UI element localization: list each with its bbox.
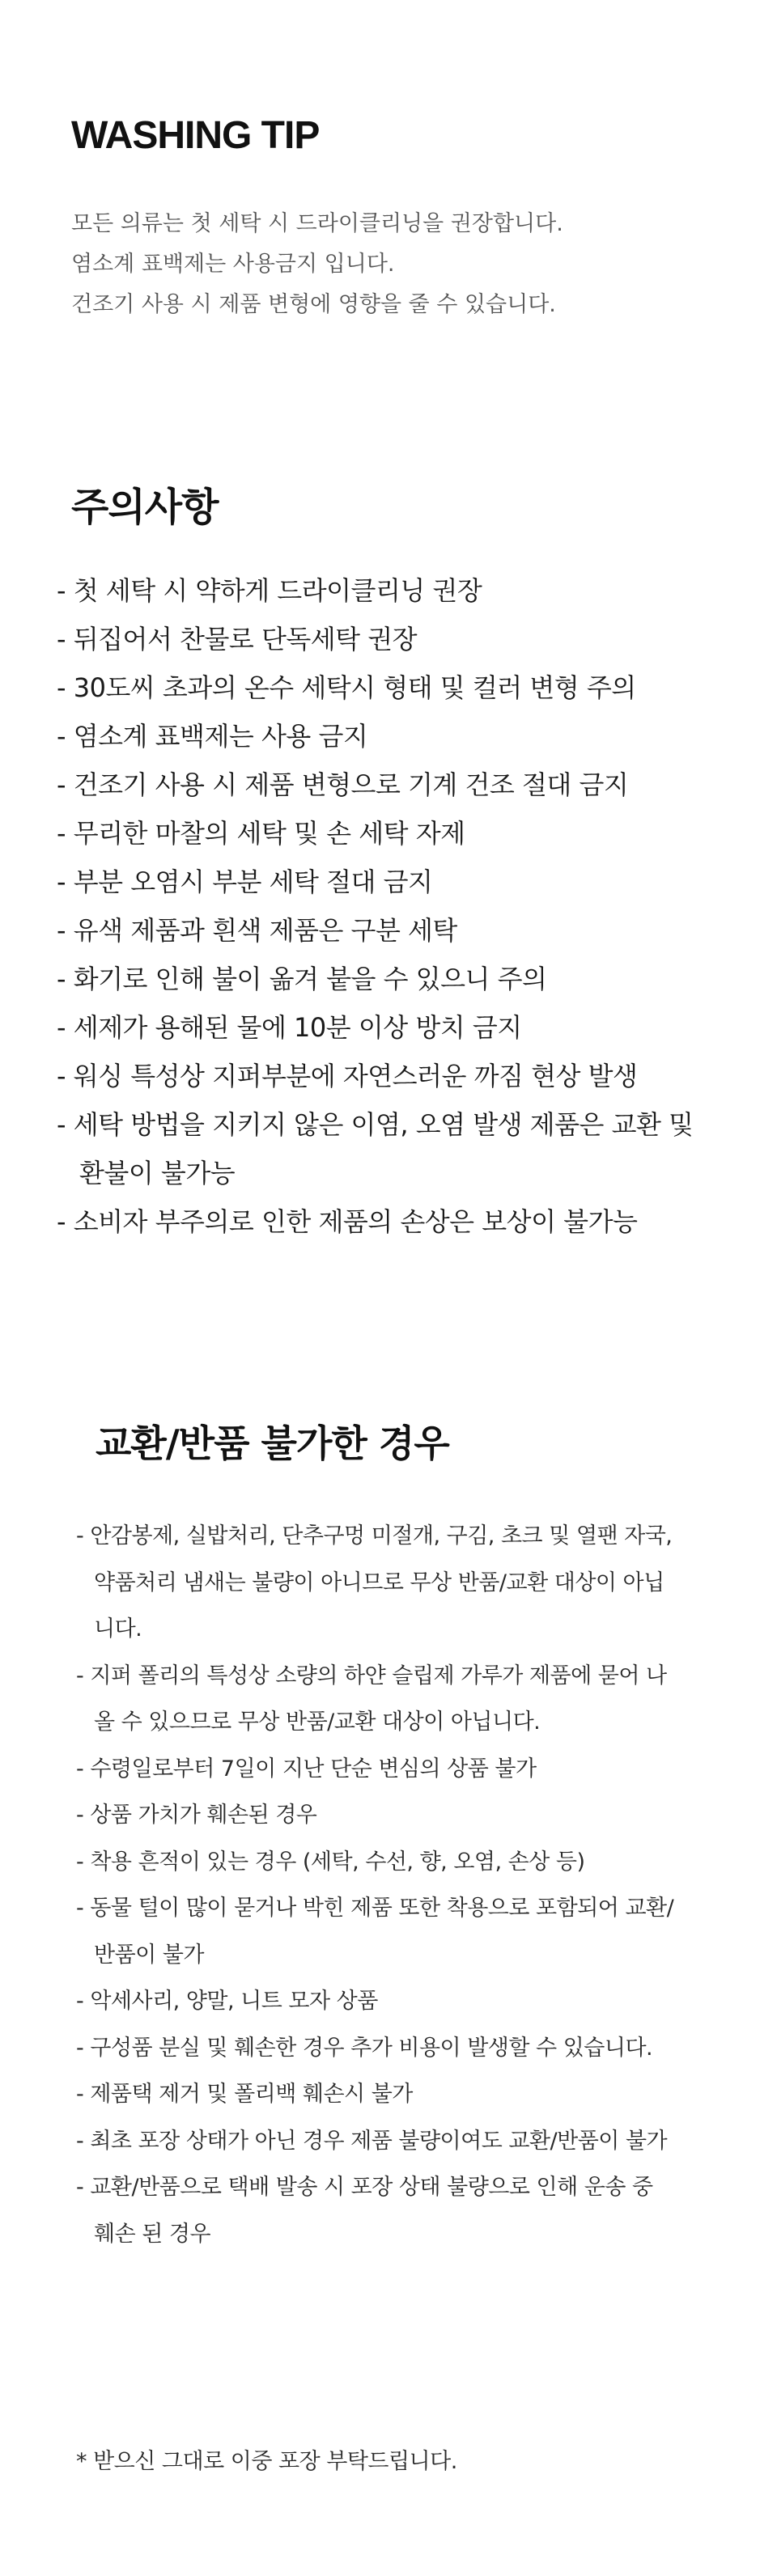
exchange-item: - 제품택 제거 및 폴리백 훼손시 불가	[76, 2082, 413, 2107]
caution-item: - 워싱 특성상 지퍼부분에 자연스러운 까짐 현상 발생	[57, 1061, 638, 1091]
washing-tip-title: WASHING TIP	[71, 114, 320, 157]
exchange-item: - 동물 털이 많이 묻거나 박힌 제품 또한 착용으로 포함되어 교환/반품이 불가	[76, 1896, 674, 1968]
caution-item: - 염소계 표백제는 사용 금지	[57, 721, 368, 752]
caution-item: - 소비자 부주의로 인한 제품의 손상은 보상이 불가능	[57, 1206, 638, 1237]
exchange-item: - 착용 흔적이 있는 경우 (세탁, 수선, 향, 오염, 손상 등)	[76, 1849, 585, 1875]
exchange-title: 교환/반품 불가한 경우	[96, 1421, 449, 1465]
caution-item: - 뒤집어서 찬물로 단독세탁 권장	[57, 624, 418, 655]
washing-tip-line: 모든 의류는 첫 세탁 시 드라이클리닝을 권장합니다.	[71, 211, 563, 236]
caution-title: 주의사항	[71, 485, 219, 530]
exchange-item: - 구성품 분실 및 훼손한 경우 추가 비용이 발생할 수 있습니다.	[76, 2035, 653, 2061]
washing-tip-line: 염소계 표백제는 사용금지 입니다.	[71, 252, 395, 277]
exchange-list	[76, 1513, 675, 2257]
washing-tip-line: 건조기 사용 시 제품 변형에 영향을 줄 수 있습니다.	[71, 292, 556, 317]
exchange-item: - 지퍼 폴리의 특성상 소량의 하얀 슬립제 가루가 제품에 묻어 나올 수 있으므로 무상 반품/교환 대상이 아닙니다.	[76, 1663, 667, 1735]
caution-item: - 무리한 마찰의 세탁 및 손 세탁 자제	[57, 818, 465, 849]
exchange-item: - 교환/반품으로 택배 발송 시 포장 상태 불량으로 인해 운송 중 훼손 된 경우	[76, 2175, 653, 2247]
caution-item: - 건조기 사용 시 제품 변형으로 기계 건조 절대 금지	[57, 769, 629, 800]
exchange-item: - 상품 가치가 훼손된 경우	[76, 1803, 317, 1828]
caution-item: - 첫 세탁 시 약하게 드라이클리닝 권장	[57, 575, 482, 606]
caution-item: - 화기로 인해 불이 옮겨 붙을 수 있으니 주의	[57, 964, 547, 994]
caution-item: - 30도씨 초과의 온수 세탁시 형태 및 컬러 변형 주의	[57, 672, 636, 703]
packaging-note: * 받으신 그대로 이중 포장 부탁드립니다.	[76, 2449, 457, 2474]
washing-tip-lines	[71, 204, 563, 325]
exchange-item: - 악세사리, 양말, 니트 모자 상품	[76, 1989, 378, 2014]
caution-item: - 세탁 방법을 지키지 않은 이염, 오염 발생 제품은 교환 및 환불이 불가능	[57, 1109, 694, 1188]
caution-list	[57, 566, 737, 1246]
exchange-item: - 최초 포장 상태가 아닌 경우 제품 불량이여도 교환/반품이 불가	[76, 2128, 668, 2154]
caution-item: - 세제가 용해된 물에 10분 이상 방치 금지	[57, 1012, 522, 1043]
caution-item: - 유색 제품과 흰색 제품은 구분 세탁	[57, 915, 457, 946]
exchange-item: - 안감봉제, 실밥처리, 단추구멍 미절개, 구김, 초크 및 열팬 자국, 약품처리 냄새는 불량이 아니므로 무상 반품/교환 대상이 아닙니다.	[76, 1523, 673, 1642]
caution-item: - 부분 오염시 부분 세탁 절대 금지	[57, 866, 433, 897]
exchange-item: - 수령일로부터 7일이 지난 단순 변심의 상품 불가	[76, 1756, 537, 1782]
